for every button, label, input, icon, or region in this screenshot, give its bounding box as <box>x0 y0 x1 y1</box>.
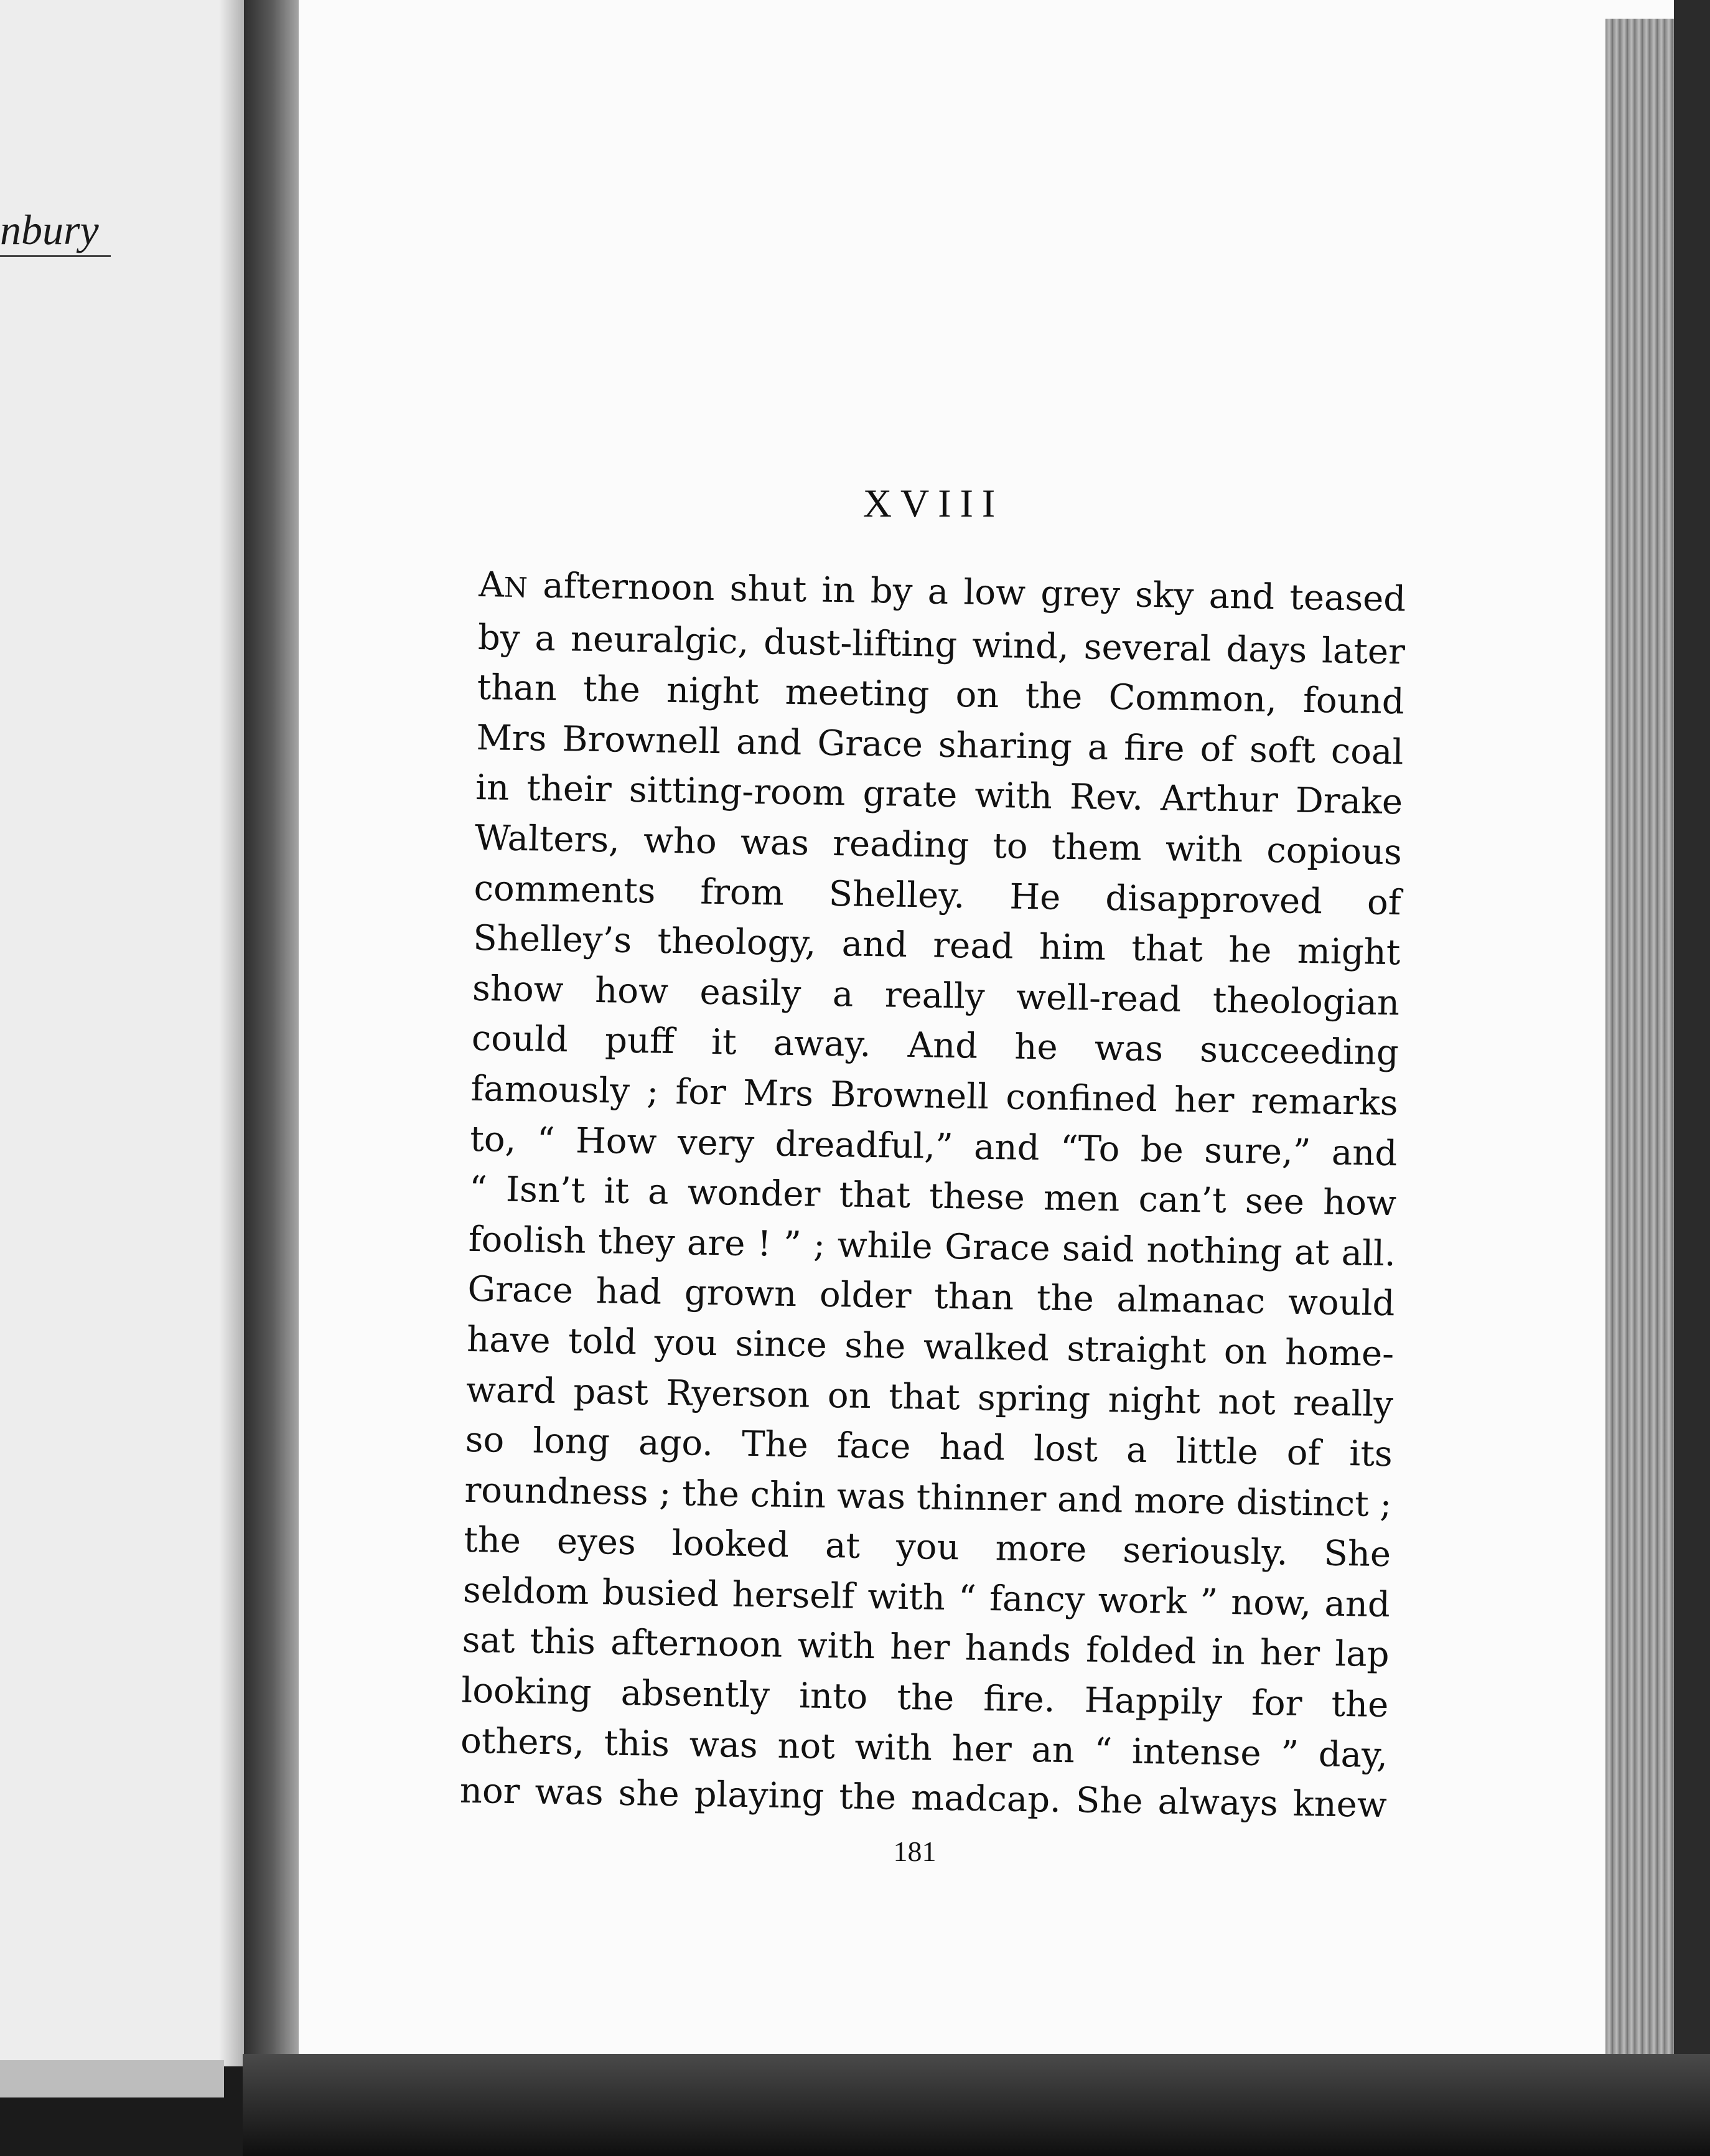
text-line: “ Isn’t it a wonder that these men can’t see how <box>469 1169 1397 1224</box>
text-line: Mrs Brownell and Grace sharing a fire of soft coal <box>476 717 1404 773</box>
text-line: so long ago. The face had lost a little of its <box>465 1419 1393 1475</box>
left-page <box>0 0 248 2066</box>
text-line: seldom busied herself with “ fancy work ” now, and <box>462 1570 1391 1626</box>
text-line: foolish they are ! ” ; while Grace said nothing at all. <box>468 1219 1396 1274</box>
text-line: Grace had grown older than the almanac would <box>467 1269 1395 1324</box>
text-line: others, this was not with her an “ intense ” day, <box>460 1720 1388 1776</box>
text-line: roundness ; the chin was thinner and more distinct ; <box>464 1469 1392 1525</box>
text-line: the eyes looked at you more seriously. She <box>463 1520 1391 1575</box>
running-head: nbury <box>0 206 99 253</box>
text-line: AN afternoon shut in by a low grey sky and teased <box>478 564 1406 620</box>
text-line: famously ; for Mrs Brownell confined her remarks <box>470 1068 1398 1124</box>
left-page-bottom-edge <box>0 2060 224 2097</box>
text-line: in their sitting-room grate with Rev. Arthur Drake <box>475 767 1403 823</box>
text-line: by a neuralgic, dust-lifting wind, several days later <box>477 617 1406 672</box>
text-line: sat this afternoon with her hands folded in her lap <box>462 1620 1390 1676</box>
text-line: ward past Ryerson on that spring night not really <box>465 1369 1394 1425</box>
book-cover-edge <box>1674 0 1710 2156</box>
text-line: could puff it away. And he was succeeding <box>471 1018 1399 1074</box>
body-text <box>459 560 1406 1831</box>
bottom-shadow <box>243 2054 1710 2156</box>
running-head-rule <box>0 255 111 257</box>
text-line: than the night meeting on the Common, found <box>477 667 1405 723</box>
chapter-title: XVIII <box>862 481 1004 525</box>
page-number: 181 <box>893 1835 937 1867</box>
text-line: to, “ How very dreadful,” and “To be sure,” and <box>469 1118 1398 1174</box>
text-line: looking absently into the fire. Happily for the <box>460 1670 1389 1726</box>
text-line: have told you since she walked straight on home- <box>466 1319 1395 1375</box>
text-line: show how easily a really well-read theologian <box>472 968 1400 1024</box>
text-line: Shelley’s theology, and read him that he might <box>472 918 1401 973</box>
text-line: Walters, who was reading to them with copious <box>474 817 1403 873</box>
left-page-edge-shadow <box>219 0 244 2066</box>
text-line: nor was she playing the madcap. She always knew <box>459 1771 1388 1826</box>
text-line: comments from Shelley. He disapproved of <box>474 868 1402 923</box>
